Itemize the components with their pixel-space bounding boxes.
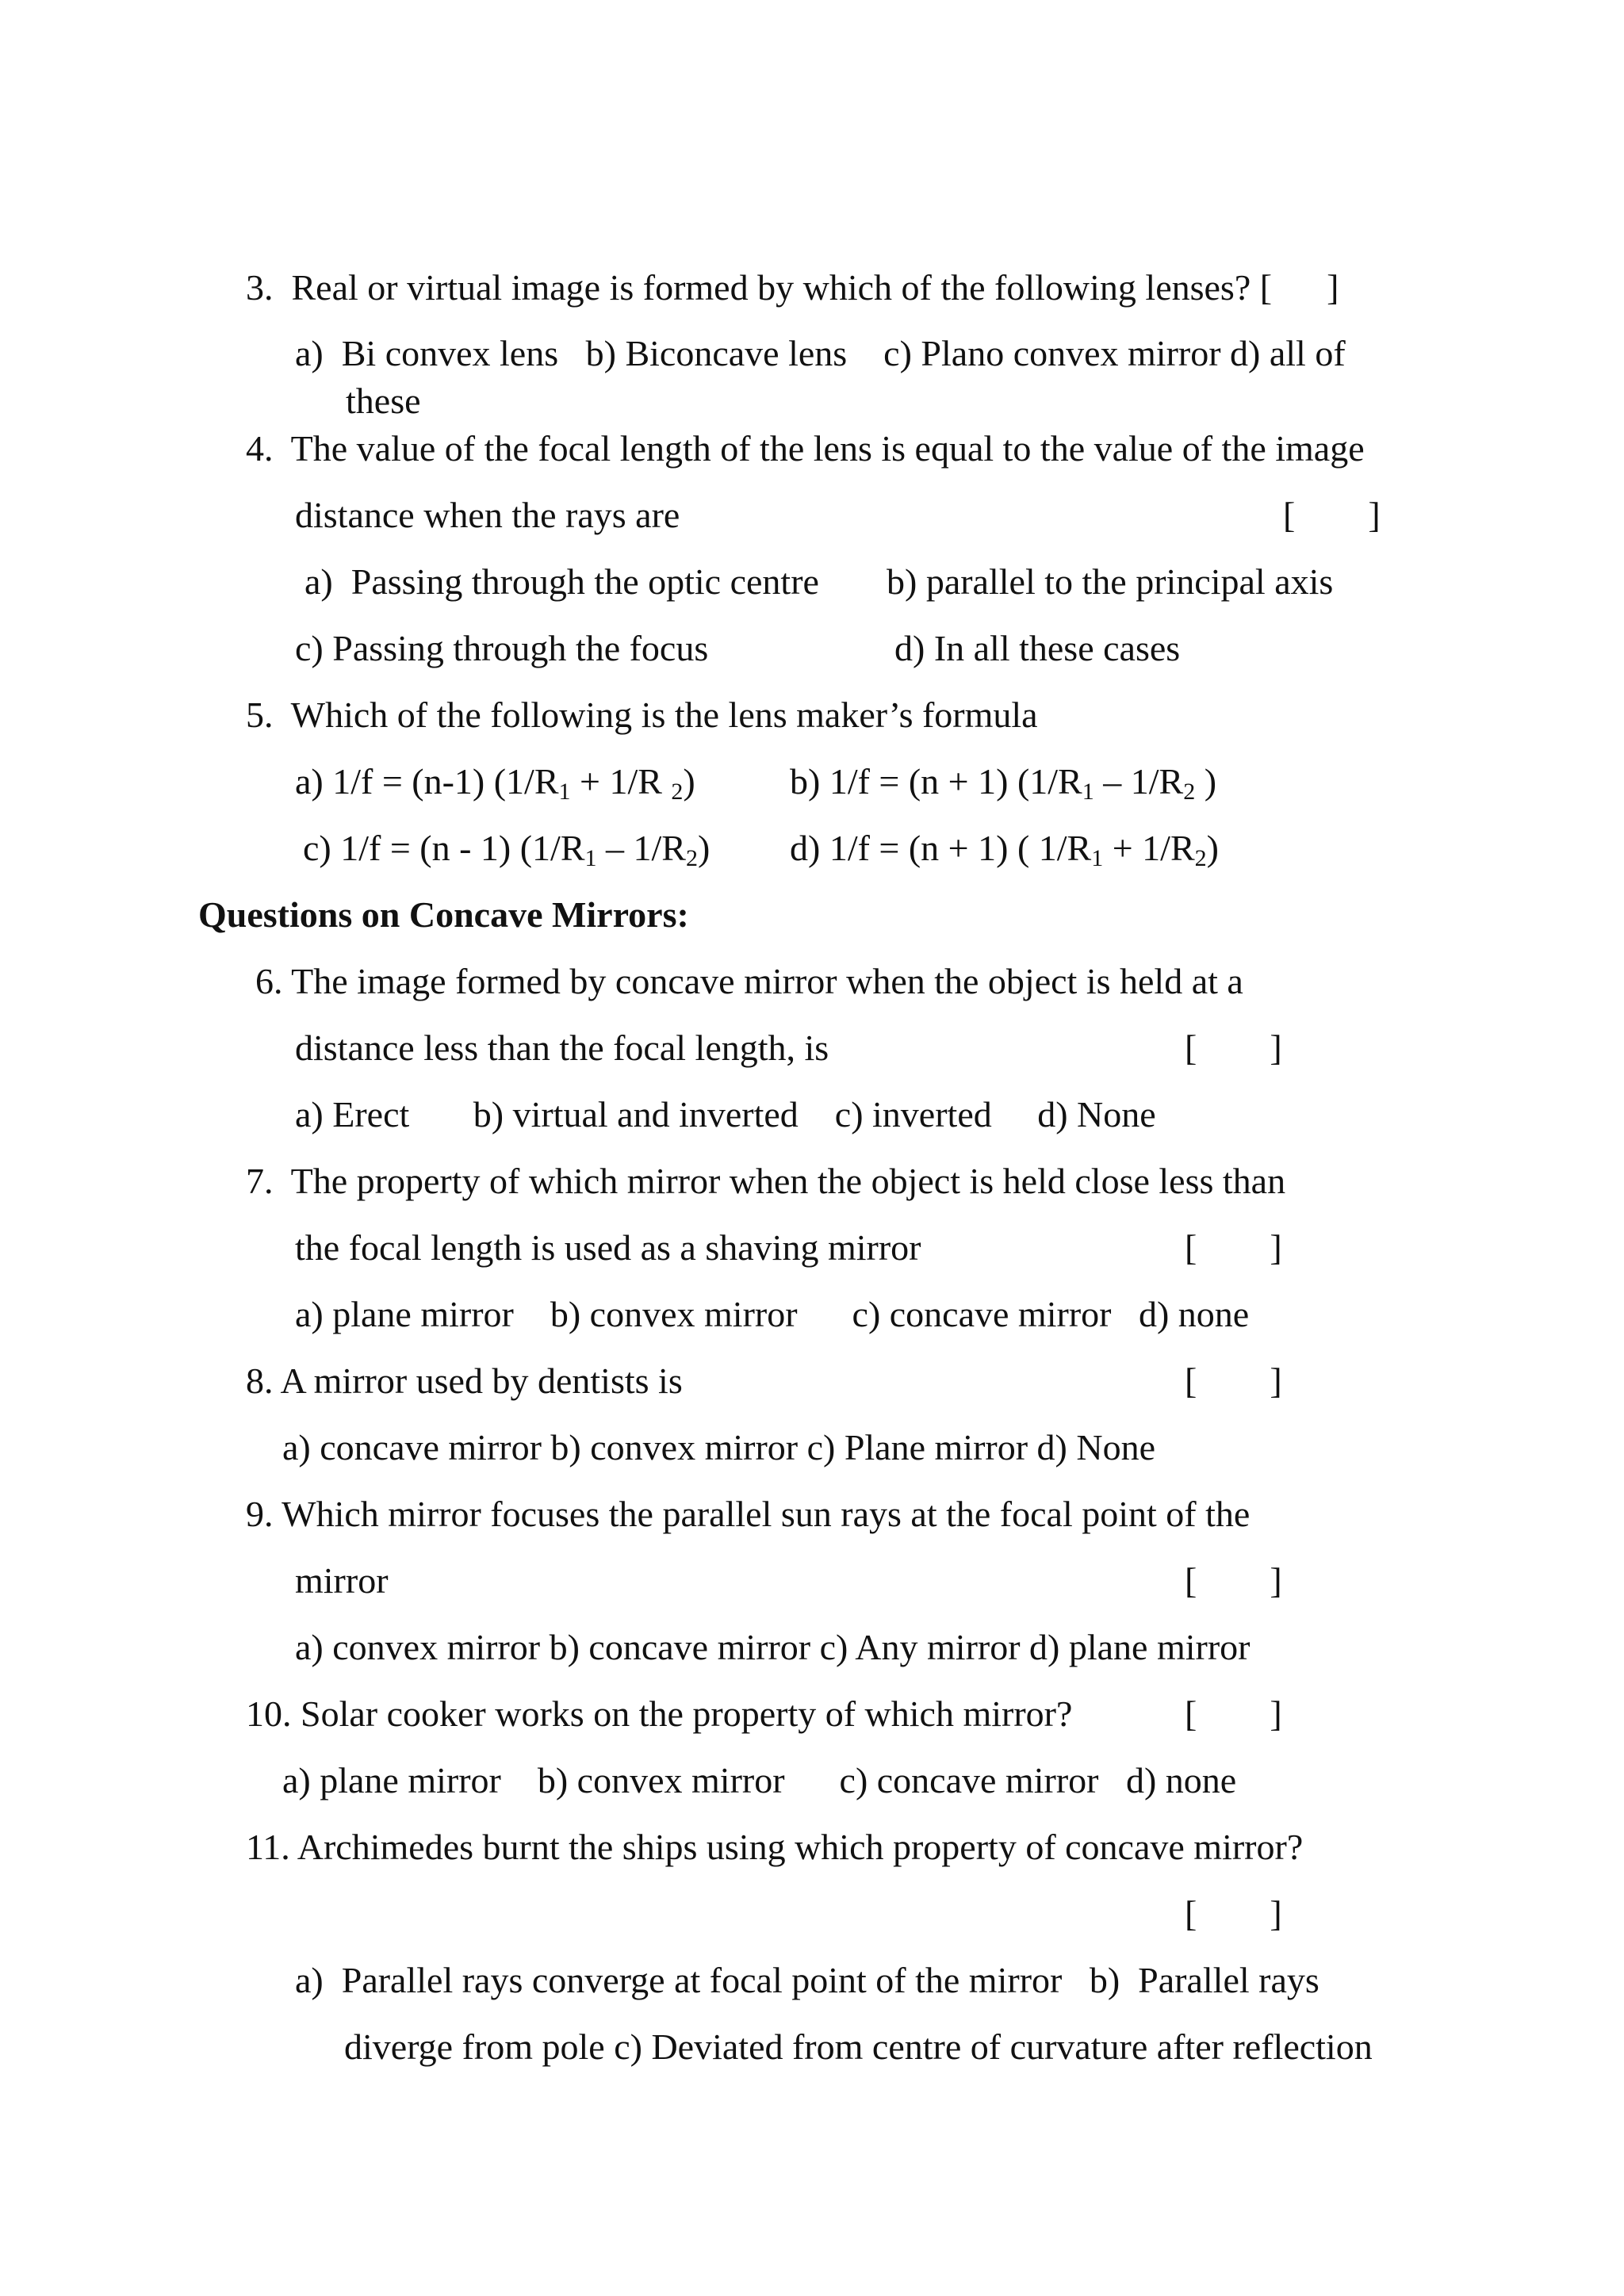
question-6-stem: distance less than the focal length, is xyxy=(295,1027,829,1068)
question-9-answer-bracket: [ ] xyxy=(1185,1560,1282,1601)
question-5-text: 5. Which of the following is the lens maker’s formula xyxy=(246,695,1038,735)
question-3-options: a) Bi convex lens b) Biconcave lens c) Plano convex mirror d) all of xyxy=(295,333,1346,373)
question-5-option-b: b) 1/f = (n + 1) ($1/R_1 - 1/R_2$ ) xyxy=(790,761,1217,805)
question-10-answer-bracket: [ ] xyxy=(1185,1693,1282,1734)
question-7-answer-bracket: [ ] xyxy=(1185,1227,1282,1268)
question-5-option-a: a) 1/f = (n-1) ($1/R_1 + 1/R$ $_2$) xyxy=(295,761,695,805)
question-5-option-d: d) 1/f = (n + 1) ( $1/R_1 + 1/R_2$) xyxy=(790,828,1219,871)
question-6-answer-bracket: [ ] xyxy=(1185,1027,1282,1068)
question-10-text: 10. Solar cooker works on the property of which mirror? xyxy=(246,1693,1073,1734)
question-11-options-continued: diverge from pole c) Deviated from centre of curvature after reflection xyxy=(344,2026,1373,2067)
question-8-options: a) concave mirror b) convex mirror c) Plane mirror d) None xyxy=(282,1427,1155,1468)
question-3-text: 3. Real or virtual image is formed by which of the following lenses? [ ] xyxy=(246,267,1339,308)
question-9-text: 9. Which mirror focuses the parallel sun rays at the focal point of the xyxy=(246,1494,1251,1534)
question-4-text: 4. The value of the focal length of the lens is equal to the value of the image xyxy=(246,428,1365,469)
question-7-options: a) plane mirror b) convex mirror c) concave mirror d) none xyxy=(295,1294,1250,1334)
section-heading: Questions on Concave Mirrors: xyxy=(198,894,689,935)
question-7-text: 7. The property of which mirror when the object is held close less than xyxy=(246,1161,1286,1201)
question-4-option-a: a) Passing through the optic centre xyxy=(304,561,819,602)
question-4-option-b: b) parallel to the principal axis xyxy=(887,561,1334,602)
question-11-answer-bracket: [ ] xyxy=(1185,1893,1282,1934)
question-6-text: 6. The image formed by concave mirror when the object is held at a xyxy=(255,961,1243,1001)
question-9-options: a) convex mirror b) concave mirror c) Any mirror d) plane mirror xyxy=(295,1627,1251,1667)
question-7-stem: the focal length is used as a shaving mirror xyxy=(295,1227,921,1268)
question-8-answer-bracket: [ ] xyxy=(1185,1360,1282,1401)
question-8-text: 8. A mirror used by dentists is xyxy=(246,1360,683,1401)
question-9-stem: mirror xyxy=(295,1560,389,1601)
question-11-options: a) Parallel rays converge at focal point of the mirror b) Parallel rays xyxy=(295,1960,1320,2000)
question-3-options-continued: these xyxy=(346,381,421,421)
question-6-options: a) Erect b) virtual and inverted c) inverted d) None xyxy=(295,1094,1156,1135)
question-5-option-c: c) 1/f = (n - 1) $(1/R_1 - 1/R_2)$ xyxy=(303,828,710,871)
question-10-options: a) plane mirror b) convex mirror c) concave mirror d) none xyxy=(282,1760,1237,1800)
question-4-stem: distance when the rays are xyxy=(295,495,680,535)
question-11-text: 11. Archimedes burnt the ships using which property of concave mirror? xyxy=(246,1827,1304,1867)
question-4-option-d: d) In all these cases xyxy=(894,628,1181,668)
question-4-answer-bracket: [ ] xyxy=(1283,495,1381,535)
question-4-option-c: c) Passing through the focus xyxy=(295,628,709,668)
